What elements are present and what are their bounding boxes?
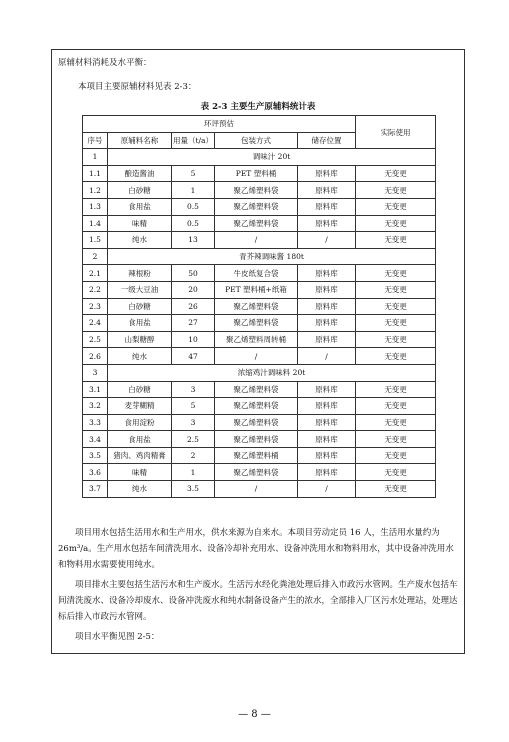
cell-name: 白砂糖 — [108, 298, 172, 315]
cell-qty: 50 — [172, 265, 215, 282]
cell-qty: 13 — [172, 232, 215, 249]
cell-qty: 3.5 — [172, 481, 215, 498]
cell-pack: 聚乙烯塑料袋 — [215, 398, 298, 415]
col-header-name: 原辅料名称 — [108, 132, 172, 149]
cell-store: 原料库 — [298, 315, 356, 332]
cell-pack: 聚乙烯塑料袋 — [215, 431, 298, 448]
cell-name: 白砂糖 — [108, 182, 172, 199]
cell-pack: 聚乙烯塑料袋 — [215, 298, 298, 315]
cell-pack: PET 塑料桶+纸箱 — [215, 281, 298, 298]
cell-store: 原料库 — [298, 331, 356, 348]
cell-actual: 无变更 — [356, 447, 436, 464]
cell-actual: 无变更 — [356, 165, 436, 182]
table-row — [83, 398, 436, 415]
cell-no: 2.6 — [83, 348, 108, 365]
cell-qty: 20 — [172, 281, 215, 298]
cell-name: 辣根粉 — [108, 265, 172, 282]
cell-actual: 无变更 — [356, 198, 436, 215]
cell-pack: / — [215, 348, 298, 365]
cell-qty: 1 — [172, 182, 215, 199]
cell-pack: 聚乙烯塑料袋 — [215, 215, 298, 232]
section-title: 调味汁 20t — [108, 149, 436, 166]
paragraph-water-use: 项目用水包括生活用水和生产用水，供水来源为自来水。本项目劳动定员 16 人，生活用水量约为 26m³/a。生产用水包括车间清洗用水、设备冷却补充用水、设备冲洗用水和物料用水，其中设备冲洗用水和物料用水需要使用纯水。 — [58, 528, 454, 570]
table-row — [83, 165, 436, 182]
col-header-pack: 包装方式 — [215, 132, 298, 149]
cell-no: 1.1 — [83, 165, 108, 182]
table-section-row — [83, 149, 436, 166]
cell-store: 原料库 — [298, 265, 356, 282]
cell-qty: 2.5 — [172, 431, 215, 448]
cell-pack: 聚乙烯塑料袋 — [215, 414, 298, 431]
cell-pack: 聚乙烯塑料袋 — [215, 464, 298, 481]
table-reference: 本项目主要原辅材料见表 2-3： — [78, 82, 197, 92]
cell-qty: 26 — [172, 298, 215, 315]
table-row — [83, 198, 436, 215]
cell-actual: 无变更 — [356, 215, 436, 232]
paragraph-drainage: 项目排水主要包括生活污水和生产废水。生活污水经化粪池处理后排入市政污水管网。生产废水包括车间清洗废水、设备冷却废水、设备冲洗废水和纯水制备设备产生的浓水，全部排入厂区污水处理站，处理达标后排入市政污水管网。 — [58, 580, 458, 622]
cell-no: 3.2 — [83, 398, 108, 415]
table-row — [83, 348, 436, 365]
table-row — [83, 464, 436, 481]
cell-actual: 无变更 — [356, 348, 436, 365]
table-row — [83, 265, 436, 282]
col-header-qty: 用量（t/a） — [172, 132, 215, 149]
cell-no: 3.1 — [83, 381, 108, 398]
cell-store: 原料库 — [298, 447, 356, 464]
table-body — [83, 149, 436, 497]
cell-store: 原料库 — [298, 198, 356, 215]
cell-no: 2.2 — [83, 281, 108, 298]
cell-no: 2.4 — [83, 315, 108, 332]
cell-actual: 无变更 — [356, 431, 436, 448]
paragraph-water-balance: 项目水平衡见图 2-5： — [75, 632, 160, 642]
cell-no: 1.5 — [83, 232, 108, 249]
cell-pack: / — [215, 232, 298, 249]
cell-qty: 10 — [172, 331, 215, 348]
cell-store: / — [298, 232, 356, 249]
cell-no: 2.3 — [83, 298, 108, 315]
table-row — [83, 232, 436, 249]
cell-no: 2 — [83, 248, 108, 265]
cell-no: 3.7 — [83, 481, 108, 498]
cell-actual: 无变更 — [356, 464, 436, 481]
cell-pack: 聚乙烯塑料袋 — [215, 182, 298, 199]
table-title: 表 2-3 主要生产原辅料统计表 — [200, 102, 316, 112]
cell-qty: 3 — [172, 381, 215, 398]
cell-store: 原料库 — [298, 398, 356, 415]
cell-name: 白砂糖 — [108, 381, 172, 398]
cell-no: 3 — [83, 364, 108, 381]
cell-store: 原料库 — [298, 182, 356, 199]
page-number: — 8 — — [238, 709, 271, 720]
cell-actual: 无变更 — [356, 414, 436, 431]
section-title: 浓缩鸡汁调味料 20t — [108, 364, 436, 381]
cell-name: 麦芽糊精 — [108, 398, 172, 415]
cell-actual: 无变更 — [356, 481, 436, 498]
cell-no: 3.6 — [83, 464, 108, 481]
cell-qty: 3 — [172, 414, 215, 431]
actual-header: 实际使用 — [356, 116, 436, 149]
cell-actual: 无变更 — [356, 298, 436, 315]
cell-store: 原料库 — [298, 464, 356, 481]
table-row — [83, 281, 436, 298]
cell-name: 食用盐 — [108, 198, 172, 215]
cell-qty: 2 — [172, 447, 215, 464]
cell-qty: 47 — [172, 348, 215, 365]
cell-store: 原料库 — [298, 414, 356, 431]
cell-no: 1 — [83, 149, 108, 166]
cell-no: 1.4 — [83, 215, 108, 232]
cell-name: 味精 — [108, 464, 172, 481]
cell-pack: 聚乙烯塑料袋 — [215, 198, 298, 215]
intro-line: 原辅材料消耗及水平衡： — [58, 58, 152, 68]
cell-qty: 5 — [172, 165, 215, 182]
cell-store: 原料库 — [298, 281, 356, 298]
group-header: 环评预估 — [83, 116, 356, 133]
cell-name: 一级大豆油 — [108, 281, 172, 298]
cell-actual: 无变更 — [356, 182, 436, 199]
table-row — [83, 414, 436, 431]
cell-no: 1.2 — [83, 182, 108, 199]
table-row — [83, 431, 436, 448]
cell-name: 食用淀粉 — [108, 414, 172, 431]
table-section-row — [83, 248, 436, 265]
cell-name: 山梨糖醇 — [108, 331, 172, 348]
cell-name: 纯水 — [108, 348, 172, 365]
cell-name: 食用盐 — [108, 431, 172, 448]
cell-name: 酿造酱油 — [108, 165, 172, 182]
cell-pack: 聚乙烯塑料周转桶 — [215, 331, 298, 348]
cell-pack: 牛皮纸复合袋 — [215, 265, 298, 282]
cell-pack: / — [215, 481, 298, 498]
cell-name: 食用盐 — [108, 315, 172, 332]
materials-table — [82, 115, 436, 498]
cell-actual: 无变更 — [356, 232, 436, 249]
table-row — [83, 331, 436, 348]
cell-actual: 无变更 — [356, 281, 436, 298]
cell-actual: 无变更 — [356, 398, 436, 415]
cell-qty: 0.5 — [172, 198, 215, 215]
cell-name: 纯水 — [108, 481, 172, 498]
cell-actual: 无变更 — [356, 315, 436, 332]
table-row — [83, 481, 436, 498]
cell-pack: 聚乙烯塑料桶 — [215, 447, 298, 464]
cell-store: 原料库 — [298, 431, 356, 448]
cell-store: 原料库 — [298, 165, 356, 182]
cell-actual: 无变更 — [356, 381, 436, 398]
table-row — [83, 298, 436, 315]
table-row — [83, 182, 436, 199]
table-section-row — [83, 364, 436, 381]
col-header-store: 储存位置 — [298, 132, 356, 149]
table-row — [83, 215, 436, 232]
cell-store: / — [298, 481, 356, 498]
cell-no: 2.1 — [83, 265, 108, 282]
cell-name: 味精 — [108, 215, 172, 232]
cell-no: 3.5 — [83, 447, 108, 464]
cell-pack: 聚乙烯塑料袋 — [215, 315, 298, 332]
table-row — [83, 381, 436, 398]
table-header-row-1 — [83, 116, 436, 133]
cell-pack: PET 塑料桶 — [215, 165, 298, 182]
cell-actual: 无变更 — [356, 331, 436, 348]
cell-store: 原料库 — [298, 215, 356, 232]
cell-no: 3.4 — [83, 431, 108, 448]
table-row — [83, 315, 436, 332]
cell-qty: 5 — [172, 398, 215, 415]
cell-store: 原料库 — [298, 381, 356, 398]
cell-name: 猪肉、鸡肉精膏 — [108, 447, 172, 464]
cell-qty: 27 — [172, 315, 215, 332]
col-header-no: 序号 — [83, 132, 108, 149]
cell-no: 2.5 — [83, 331, 108, 348]
cell-actual: 无变更 — [356, 265, 436, 282]
section-title: 青芥辣调味酱 180t — [108, 248, 436, 265]
cell-qty: 0.5 — [172, 215, 215, 232]
cell-pack: 聚乙烯塑料袋 — [215, 381, 298, 398]
table-row — [83, 447, 436, 464]
cell-store: 原料库 — [298, 298, 356, 315]
cell-store: / — [298, 348, 356, 365]
cell-no: 1.3 — [83, 198, 108, 215]
cell-no: 3.3 — [83, 414, 108, 431]
cell-qty: 1 — [172, 464, 215, 481]
cell-name: 纯水 — [108, 232, 172, 249]
